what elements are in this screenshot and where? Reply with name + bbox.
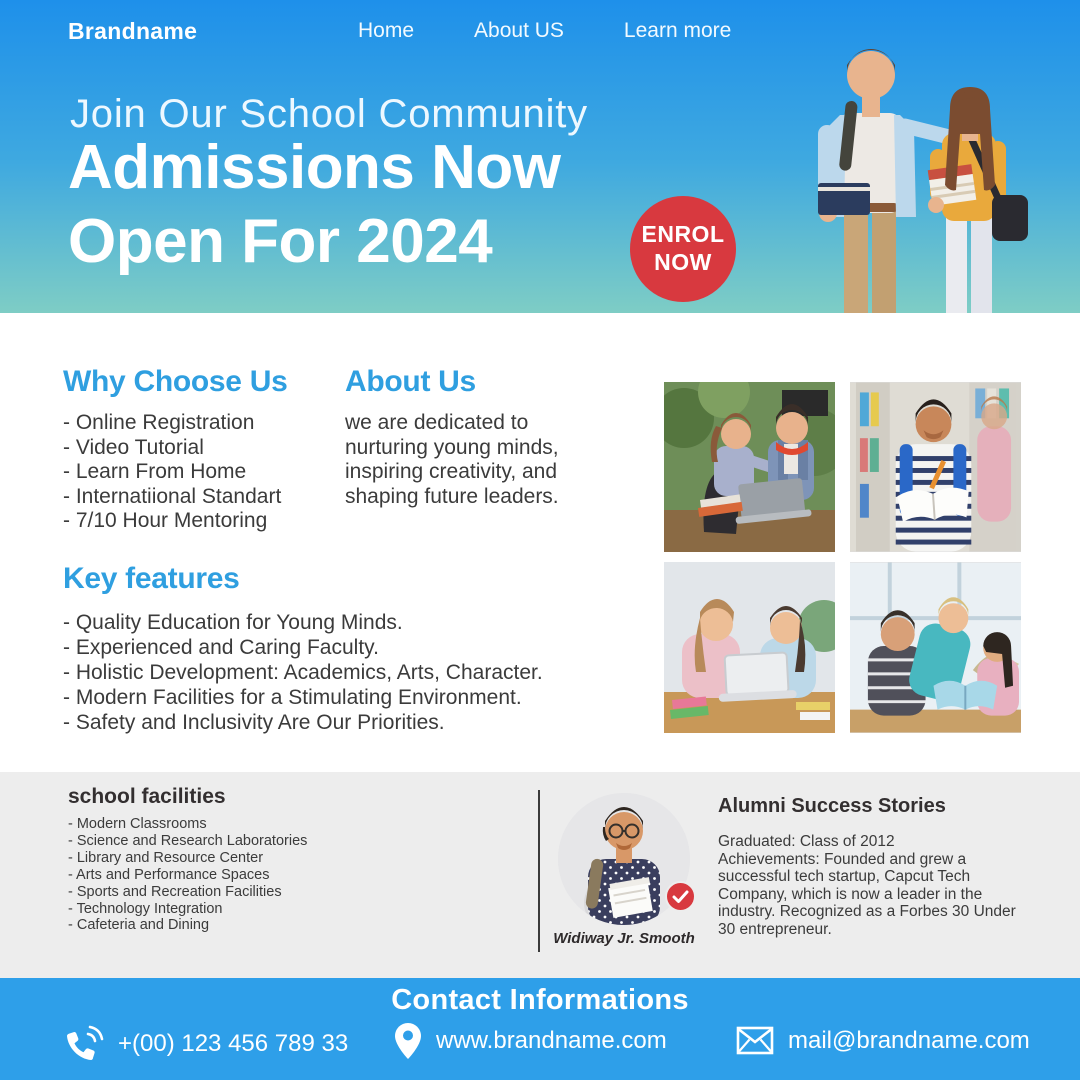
hero-photo-students <box>766 17 1054 313</box>
photo-students-outdoor-laptop <box>664 382 835 552</box>
list-item: - Safety and Inclusivity Are Our Priorities. <box>63 711 445 734</box>
list-item: - Technology Integration <box>68 900 223 917</box>
key-features-list <box>63 610 543 735</box>
photo-girls-laptop <box>664 562 835 733</box>
why-choose-us-list <box>63 411 281 534</box>
brand-logo: Brandname <box>68 18 198 44</box>
list-item: - Arts and Performance Spaces <box>68 866 270 883</box>
about-us-text: we are dedicated to nurturing young minds, inspiring creativity, and shaping future leaders. <box>345 411 559 508</box>
contact-heading: Contact Informations <box>391 984 689 1016</box>
list-item: - Internatiional Standart <box>63 484 282 508</box>
check-icon <box>672 890 689 904</box>
list-item: - Modern Classrooms <box>68 816 207 832</box>
key-features-heading: Key features <box>63 562 240 595</box>
list-item: - Science and Research Laboratories <box>68 832 308 849</box>
contact-website[interactable] <box>394 1022 667 1060</box>
list-item: - Online Registration <box>63 411 255 434</box>
school-facilities-heading: school facilities <box>68 785 226 808</box>
facilities-alumni-band <box>0 772 1080 978</box>
school-facilities-list <box>68 816 307 934</box>
nav-link[interactable]: About US <box>474 19 564 42</box>
list-item: - Modern Facilities for a Stimulating Environment. <box>63 686 522 709</box>
nav-link[interactable]: Home <box>358 19 415 42</box>
email-address: mail@brandname.com <box>788 1026 1030 1054</box>
location-pin-icon <box>394 1022 422 1060</box>
hero-section <box>0 0 1080 313</box>
alumni-stories-text <box>718 833 1020 939</box>
list-item: - 7/10 Hour Mentoring <box>63 509 268 532</box>
list-item: - Sports and Recreation Facilities <box>68 883 282 900</box>
list-item: - Video Tutorial <box>63 435 204 459</box>
alumni-stories-heading: Alumni Success Stories <box>718 795 946 817</box>
enrol-now-button[interactable] <box>630 196 736 302</box>
list-item: - Holistic Development: Academics, Arts, Character. <box>63 661 543 684</box>
list-item: - Library and Resource Center <box>68 849 264 866</box>
hero-title-line2: Open For 2024 <box>68 207 493 276</box>
alumni-name: Widiway Jr. Smooth <box>553 930 695 947</box>
list-item: - Experienced and Caring Faculty. <box>63 636 379 659</box>
footer-contact-section <box>0 978 1080 1080</box>
alumni-achievements: Achievements: Founded and grew a successful tech startup, Capcut Tech Company, which is now a leader in the industry. Recognized as a Forbes 30 Under 30 entrepreneur. <box>718 850 1016 938</box>
cta-line2: NOW <box>654 249 712 275</box>
hero-title-line1: Admissions Now <box>68 133 561 202</box>
phone-number: +(00) 123 456 789 33 <box>118 1030 349 1057</box>
list-item: - Learn From Home <box>63 460 247 483</box>
contact-phone[interactable] <box>62 1024 348 1064</box>
nav-link[interactable]: Learn more <box>623 19 732 42</box>
why-choose-us-heading: Why Choose Us <box>63 365 288 398</box>
photo-student-library <box>850 382 1021 552</box>
vertical-divider <box>538 790 540 952</box>
list-item: - Quality Education for Young Minds. <box>63 611 403 634</box>
list-item: - Cafeteria and Dining <box>68 917 210 934</box>
hero-tagline: Join Our School Community <box>70 92 588 136</box>
alumni-graduated: Graduated: Class of 2012 <box>718 833 895 850</box>
main-nav <box>358 19 731 43</box>
about-us-heading: About Us <box>345 365 476 398</box>
cta-line1: ENROL <box>641 221 725 248</box>
envelope-icon <box>736 1026 774 1055</box>
contact-email[interactable] <box>736 1026 1030 1055</box>
verified-badge <box>665 881 696 912</box>
phone-icon <box>62 1024 104 1064</box>
website-url: www.brandname.com <box>436 1027 667 1054</box>
photo-study-group <box>850 562 1021 733</box>
photo-grid <box>664 382 1021 733</box>
